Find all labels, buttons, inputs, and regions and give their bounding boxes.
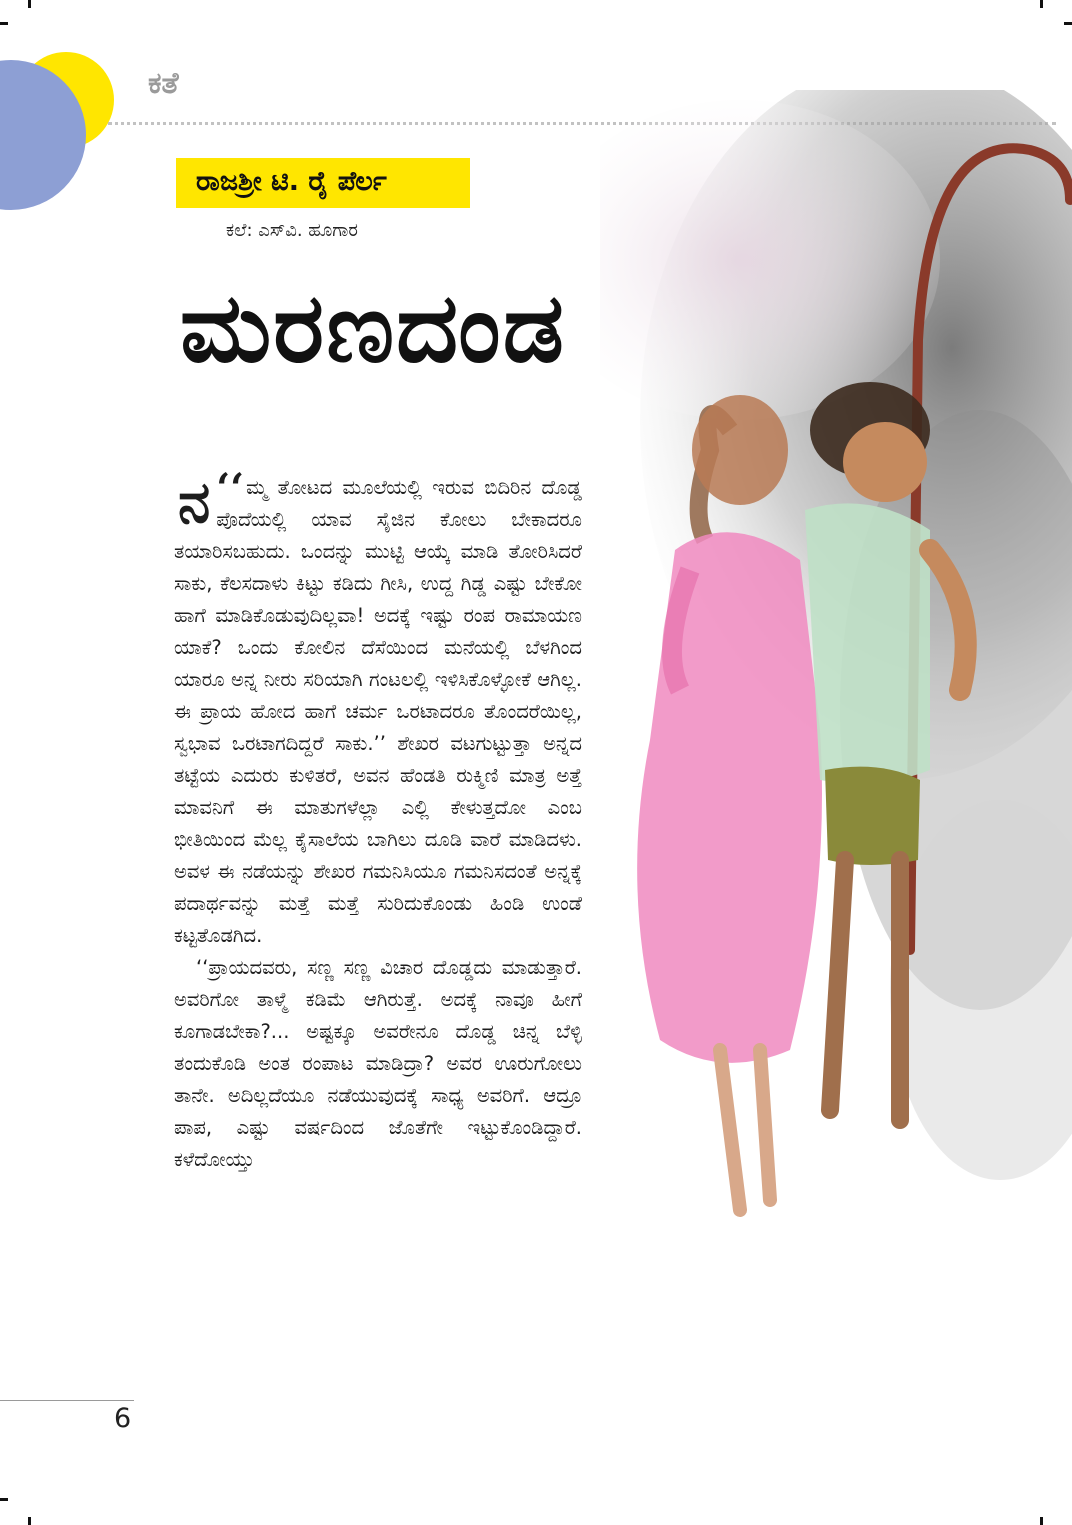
crop-mark — [28, 0, 31, 8]
opening-quote: ‘‘ — [216, 465, 245, 512]
crop-mark — [1040, 1517, 1043, 1525]
article-body — [174, 465, 582, 1176]
crop-mark — [28, 1517, 31, 1525]
crop-mark — [1040, 0, 1043, 8]
article-paragraph — [174, 465, 582, 952]
drop-cap: ನ — [178, 468, 211, 536]
author-name: ರಾಜಶ್ರೀ ಟಿ. ರೈ ಪೆರ್ಲ — [196, 166, 387, 197]
page-number-rule — [0, 1400, 134, 1401]
crop-mark — [0, 22, 8, 25]
story-title: ಮರಣದಂಡ — [180, 272, 566, 384]
art-credit: ಕಲೆ: ಎಸ್‌ವಿ. ಹೂಗಾರ — [226, 220, 358, 241]
story-illustration — [600, 90, 1072, 1290]
paragraph-text: ಮ್ಮ ತೋಟದ ಮೂಲೆಯಲ್ಲಿ ಇರುವ ಬಿದಿರಿನ ದೊಡ್ಡ ಪೊದೆಯಲ್ಲಿ ಯಾವ ಸೈಜಿನ ಕೋಲು ಬೇಕಾದರೂ ತಯಾರಿಸಬಹುದು. ಒಂದನ್ನು ಮುಟ್ಟಿ ಆಯ್ಕೆ ಮಾಡಿ ತೋರಿಸಿದರೆ ಸಾಕು, ಕೆಲಸದಾಳು ಕಿಟ್ಟು ಕಡಿದು ಗೀಸಿ, ಉದ್ದ ಗಿಡ್ಡ ಎಷ್ಟು ಬೇಕೋ ಹಾಗೆ ಮಾಡಿಕೊಡುವುದಿಲ್ಲವಾ! ಅದಕ್ಕೆ ಇಷ್ಟು ರಂಪ ರಾಮಾಯಣ ಯಾಕೆ? ಒಂದು ಕೋಲಿನ ದೆಸೆಯಿಂದ ಮನೆಯಲ್ಲಿ ಬೆಳಗಿಂದ ಯಾರೂ ಅನ್ನ ನೀರು ಸರಿಯಾಗಿ ಗಂಟಲಲ್ಲಿ ಇಳಿಸಿಕೊಳ್ಳೋಕೆ ಆಗಿಲ್ಲ. ಈ ಪ್ರಾಯ ಹೋದ ಹಾಗೆ ಚರ್ಮ ಒರಟಾದರೂ ತೊಂದರೆಯಿಲ್ಲ, ಸ್ವಭಾವ ಒರಟಾಗದಿದ್ದರೆ ಸಾಕು.’’ ಶೇಖರ ವಟಗುಟ್ಟುತ್ತಾ ಅನ್ನದ ತಟ್ಟೆಯ ಎದುರು ಕುಳಿತರೆ, ಅವನ ಹೆಂಡತಿ ರುಕ್ಮಿಣಿ ಮಾತ್ರ ಅತ್ತೆ ಮಾವನಿಗೆ ಈ ಮಾತುಗಳೆಲ್ಲಾ ಎಲ್ಲಿ ಕೇಳುತ್ತದೋ ಎಂಬ ಭೀತಿಯಿಂದ ಮೆಲ್ಲ ಕೈಸಾಲೆಯ ಬಾಗಿಲು ದೂಡಿ ವಾರೆ ಮಾಡಿದಳು. ಅವಳ ಈ ನಡೆಯನ್ನು ಶೇಖರ ಗಮನಿಸಿಯೂ ಗಮನಿಸದಂತೆ ಅನ್ನಕ್ಕೆ ಪದಾರ್ಥವನ್ನು ಮತ್ತೆ ಮತ್ತೆ ಸುರಿದುಕೊಂಡು ಹಿಂಡಿ ಉಂಡೆ ಕಟ್ಟತೊಡಗಿದ. — [174, 476, 582, 947]
crop-mark — [1064, 22, 1072, 25]
section-label: ಕತೆ — [148, 66, 179, 101]
crop-mark — [0, 1498, 8, 1501]
paragraph-text: ‘‘ಪ್ರಾಯದವರು, ಸಣ್ಣ ಸಣ್ಣ ವಿಚಾರ ದೊಡ್ಡದು ಮಾಡುತ್ತಾರೆ. ಅವರಿಗೋ ತಾಳ್ಮೆ ಕಡಿಮೆ ಆಗಿರುತ್ತೆ. ಅದಕ್ಕೆ ನಾವೂ ಹೀಗೆ ಕೂಗಾಡಬೇಕಾ?... ಅಷ್ಟಕ್ಕೂ ಅವರೇನೂ ದೊಡ್ಡ ಚಿನ್ನ ಬೆಳ್ಳಿ ತಂದುಕೊಡಿ ಅಂತ ರಂಪಾಟ ಮಾಡಿದ್ರಾ? ಅವರ ಊರುಗೋಲು ತಾನೇ. ಅದಿಲ್ಲದೆಯೂ ನಡೆಯುವುದಕ್ಕೆ ಸಾಧ್ಯ ಅವರಿಗೆ. ಆದ್ರೂ ಪಾಪ, ಎಷ್ಟು ವರ್ಷದಿಂದ ಜೊತೆಗೇ ಇಟ್ಟುಕೊಂಡಿದ್ದಾರೆ. ಕಳೆದೋಯ್ತು — [174, 956, 582, 1171]
article-paragraph — [174, 952, 582, 1176]
page-number: 6 — [114, 1403, 132, 1434]
